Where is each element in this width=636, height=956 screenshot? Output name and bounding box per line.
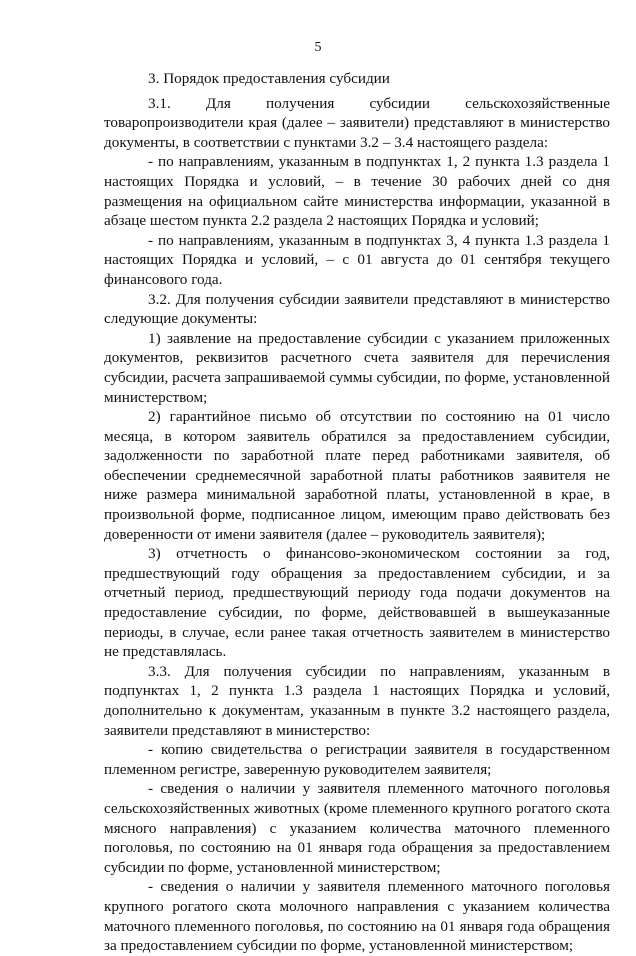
paragraph-deadline-1-2: - по направлениям, указанным в подпунктах 1, 2 пункта 1.3 раздела 1 настоящих Порядка и условий, – в течение 30 рабочих дней со дня размещения на официальном сайте министерства информации, указанной в абзаце шестом пункта 2.2 раздела 2 настоящих Порядка и условий; [104, 153, 610, 230]
section-heading: 3. Порядок предоставления субсидии [148, 70, 390, 87]
paragraph-dairy-cattle-info: - сведения о наличии у заявителя племенного маточного поголовья крупного рогатого скота молочного направления с указанием количества маточного племенного поголовья, по состоянию на 01 января года обращения за предоставлением субсидии по форме, установленной министерством; [104, 878, 610, 955]
paragraph-3-2: 3.2. Для получения субсидии заявители представляют в министерство следующие документы: [104, 290, 610, 328]
document-body [104, 69, 610, 956]
paragraph-registry-copy: - копию свидетельства о регистрации заявителя в государственном племенном регистре, заверенную руководителем заявителя; [104, 741, 610, 778]
paragraph-3-3: 3.3. Для получения субсидии по направлениям, указанным в подпунктах 1, 2 пункта 1.3 раздела 1 настоящих Порядка и условий, дополнительно к документам, указанным в пункте 3.2 настоящего раздела, заявители представляют в министерство: [104, 662, 610, 739]
paragraph-document-1: 1) заявление на предоставление субсидии с указанием приложенных документов, реквизитов расчетного счета заявителя для перечисления субсидии, расчета запрашиваемой суммы субсидии, по форме, установленной министерством; [104, 329, 610, 406]
paragraph-3-1: 3.1. Для получения субсидии сельскохозяйственные товаропроизводители края (далее – заявители) представляют в министерство документы, в соответствии с пунктами 3.2 – 3.4 настоящего раздела: [104, 94, 610, 151]
paragraph-document-2: 2) гарантийное письмо об отсутствии по состоянию на 01 число месяца, в котором заявитель обратился за предоставлением субсидии, задолженности по заработной плате перед работниками заявителя, об обеспечении среднемесячной заработной платы работников заявителя не ниже размера минимальной заработной платы, установленной в крае, в произвольной форме, подписанное лицом, имеющим право действовать без доверенности от имени заявителя (далее – руководитель заявителя); [104, 408, 610, 543]
paragraph-document-3: 3) отчетность о финансово-экономическом состоянии за год, предшествующий году обращения за предоставлением субсидии, и за отчетный период, предшествующий периоду года подачи документов на предоставление субсидии, по форме, действовавшей в вышеуказанные периоды, в случае, если ранее такая отчетность заявителем в министерство не представлялась. [104, 545, 610, 661]
page-number: 5 [314, 40, 322, 55]
paragraph-deadline-3-4: - по направлениям, указанным в подпунктах 3, 4 пункта 1.3 раздела 1 настоящих Порядка и условий, – с 01 августа до 01 сентября текущего финансового года. [104, 231, 610, 288]
paragraph-livestock-info: - сведения о наличии у заявителя племенного маточного поголовья сельскохозяйственных животных (кроме племенного крупного рогатого скота мясного направления) с указанием количества маточного племенного поголовья, по состоянию на 01 января года обращения за предоставлением субсидии по форме, установленной министерством; [104, 780, 610, 876]
